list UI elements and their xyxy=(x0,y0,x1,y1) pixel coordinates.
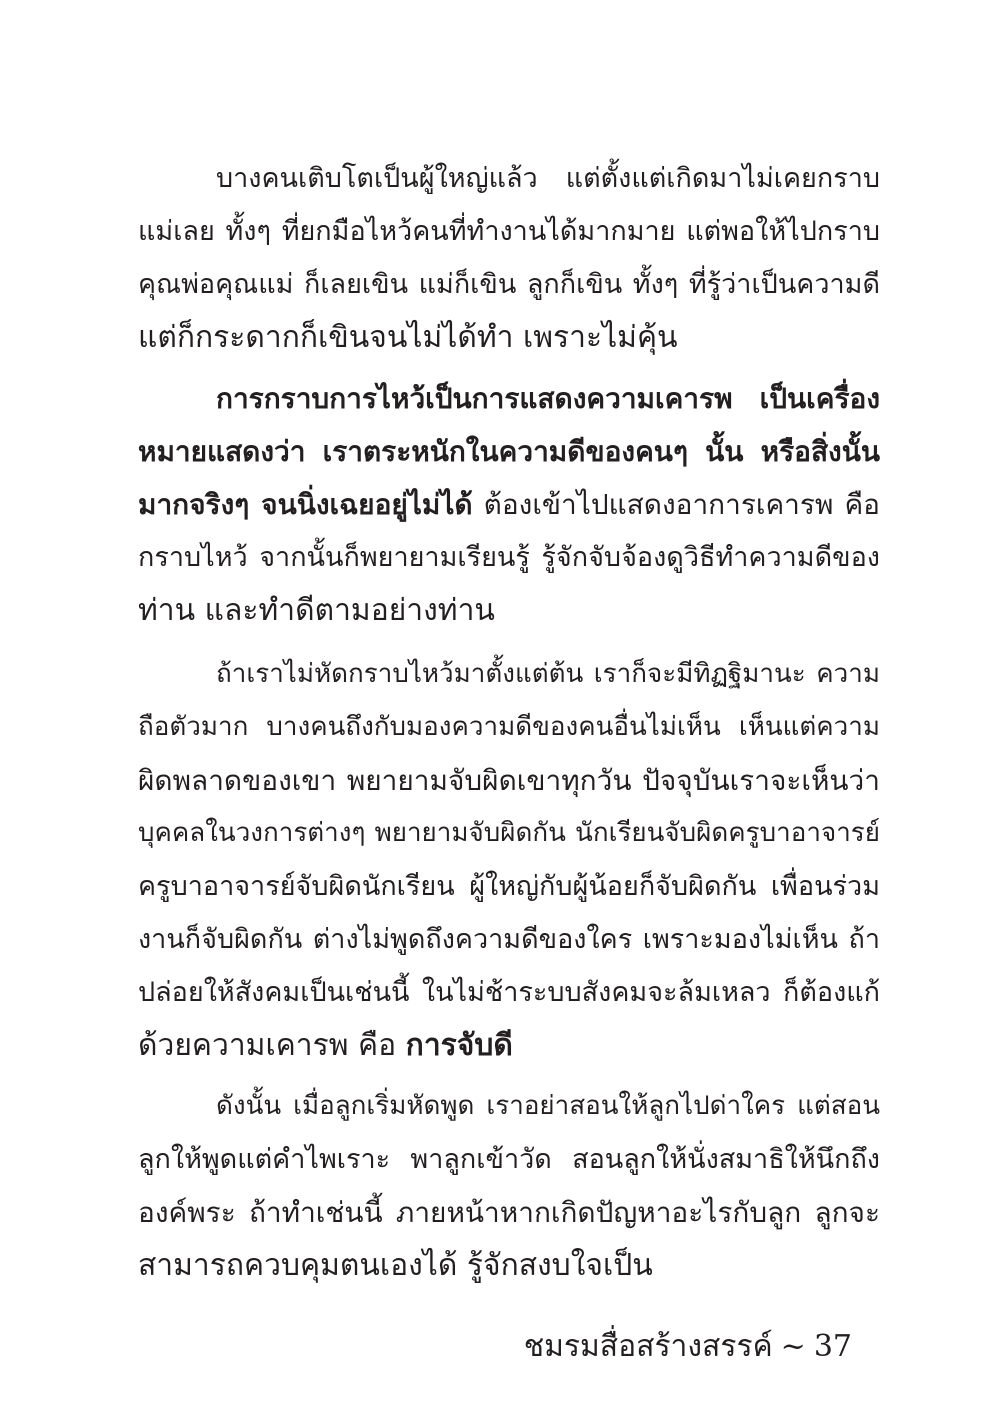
paragraph-line: ดังนั้น เมื่อลูกเริ่มหัดพูด เราอย่าสอนให้ลูกไปด่าใคร แต่สอน xyxy=(216,1091,880,1121)
paragraph-line: ผิดพลาดของเขา พยายามจับผิดเขาทุกวัน ปัจจุบันเราจะเห็นว่า xyxy=(138,764,880,797)
page-footer xyxy=(524,1322,852,1372)
publisher-name: ชมรมสื่อสร้างสรรค์ xyxy=(523,1329,773,1364)
paragraph-text: ด้วยความเคารพ คือ xyxy=(138,1028,406,1063)
paragraph-line: บางคนเติบโตเป็นผู้ใหญ่แล้ว แต่ตั้งแต่เกิดมาไม่เคยกราบ xyxy=(216,163,880,194)
paragraph-2 xyxy=(138,372,880,637)
paragraph-line: ลูกให้พูดแต่คำไพเราะ พาลูกเข้าวัด สอนลูกให้นั่งสมาธิให้นึกถึง xyxy=(138,1144,880,1175)
paragraph-line: ถ้าเราไม่หัดกราบไหว้มาตั้งแต่ต้น เราก็จะมีทิฏฐิมานะ ความ xyxy=(216,659,880,689)
paragraph-line xyxy=(138,1019,880,1072)
paragraph-line: หมายแสดงว่า เราตระหนักในความดีของคนๆ นั้น หรือสิ่งนั้น xyxy=(138,435,880,468)
paragraph-3 xyxy=(138,648,880,1072)
footer-separator: ~ xyxy=(780,1329,806,1364)
paragraph-line: ท่าน และทำดีตามอย่างท่าน xyxy=(138,593,495,628)
paragraph-1 xyxy=(138,152,880,364)
paragraph-line: สามารถควบคุมตนเองได้ รู้จักสงบใจเป็น xyxy=(138,1248,653,1283)
paragraph-line: ครูบาอาจารย์จับผิดนักเรียน ผู้ใหญ่กับผู้น้อยก็จับผิดกัน เพื่อนร่วม xyxy=(138,871,880,902)
paragraph-text: ต้องเข้าไปแสดงอาการเคารพ คือ xyxy=(472,488,880,521)
paragraph-4 xyxy=(138,1080,880,1292)
paragraph-line: แม่เลย ทั้งๆ ที่ยกมือไหว้คนที่ทำงานได้มากมาย แต่พอให้ไปกราบ xyxy=(138,216,880,247)
page-number: 37 xyxy=(813,1329,852,1364)
paragraph-line: องค์พระ ถ้าทำเช่นนี้ ภายหน้าหากเกิดปัญหาอะไรกับลูก ลูกจะ xyxy=(138,1196,880,1229)
paragraph-line: บุคคลในวงการต่างๆ พยายามจับผิดกัน นักเรียนจับผิดครูบาอาจารย์ xyxy=(138,818,880,848)
paragraph-line: ปล่อยให้สังคมเป็นเช่นนี้ ในไม่ช้าระบบสังคมจะล้มเหลว ก็ต้องแก้ xyxy=(138,977,880,1008)
paragraph-line xyxy=(138,478,880,531)
paragraph-line: กราบไหว้ จากนั้นก็พยายามเรียนรู้ รู้จักจับจ้องดูวิธีทำความดีของ xyxy=(138,542,880,573)
paragraph-line: คุณพ่อคุณแม่ ก็เลยเขิน แม่ก็เขิน ลูกก็เขิน ทั้งๆ ที่รู้ว่าเป็นความดี xyxy=(138,269,880,300)
paragraph-line: แต่ก็กระดากก็เขินจนไม่ได้ทำ เพราะไม่คุ้น xyxy=(138,320,678,355)
emphasis-text: มากจริงๆ จนนิ่งเฉยอยู่ไม่ได้ xyxy=(138,488,473,521)
paragraph-line: งานก็จับผิดกัน ต่างไม่พูดถึงความดีของใคร เพราะมองไม่เห็น ถ้า xyxy=(138,924,880,955)
emphasis-text: การจับดี xyxy=(405,1028,513,1063)
paragraph-line: ถือตัวมาก บางคนถึงกับมองความดีของคนอื่นไม่เห็น เห็นแต่ความ xyxy=(138,712,880,742)
paragraph-line: การกราบการไหว้เป็นการแสดงความเคารพ เป็นเครื่อง xyxy=(216,382,880,415)
